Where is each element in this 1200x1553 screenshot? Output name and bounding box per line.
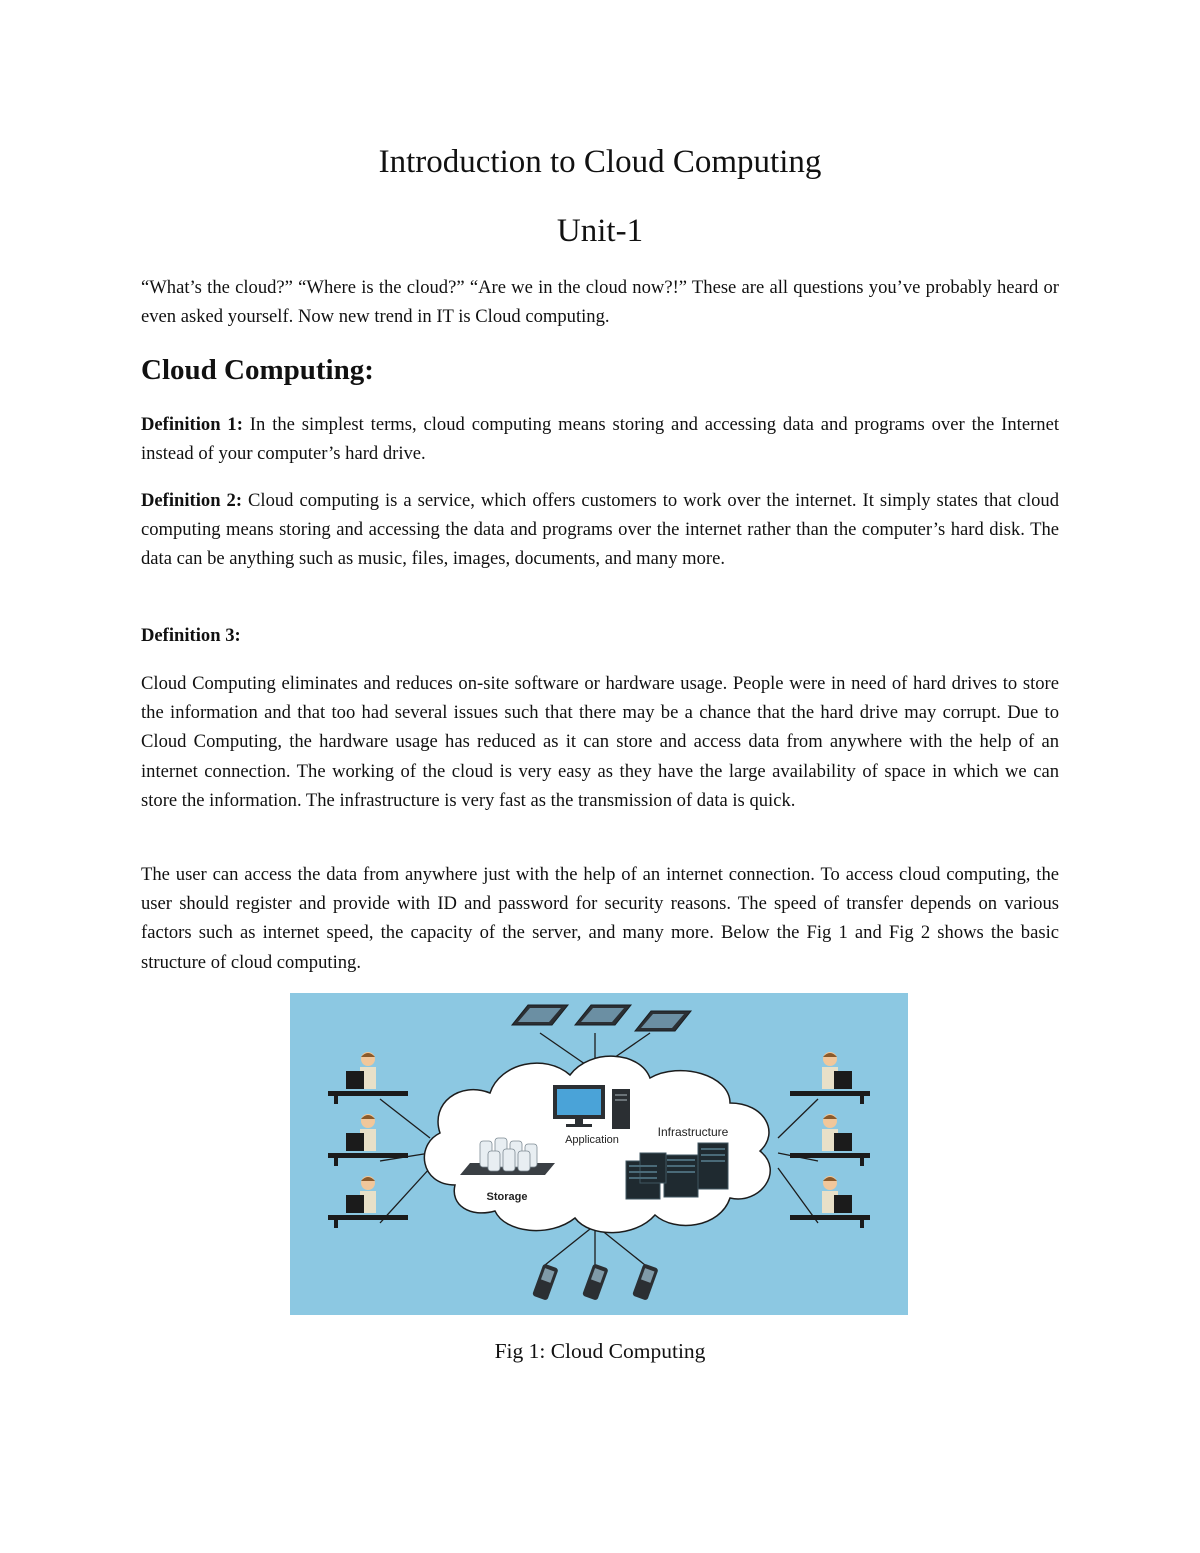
definition-3-label: Definition 3: — [141, 625, 241, 646]
intro-paragraph: “What’s the cloud?” “Where is the cloud?” “Are we in the cloud now?!” These are all questions you’ve probably heard or even asked yourself. Now new trend in IT is Cloud computing. — [141, 277, 1059, 328]
definition-1-text: In the simplest terms, cloud computing means storing and accessing data and programs over the Internet instead of your computer’s hard drive. — [141, 414, 1059, 465]
document-subtitle: Unit-1 — [556, 213, 644, 249]
section-heading: Cloud Computing: — [141, 354, 374, 386]
application-label: Application — [565, 1134, 619, 1146]
definition-2-label: Definition 2: — [141, 490, 243, 511]
definition-3 — [141, 621, 1059, 650]
definition-2 — [141, 486, 1059, 574]
cloud-diagram — [290, 993, 908, 1315]
body-paragraph-1: Cloud Computing eliminates and reduces on-site software or hardware usage. People were in need of hard drives to store the information and that too had several issues such that there may be a chance that the hard drive may corrupt. Due to Cloud Computing, the hardware usage has reduced as it can store and access data from anywhere with the help of an internet connection. The working of the cloud is very easy as they have the large availability of space in which we can store the information. The infrastructure is very fast as the transmission of data is quick. — [141, 673, 1059, 811]
definition-2-text: Cloud computing is a service, which offers customers to work over the internet. It simply states that cloud computing means storing and accessing the data and programs over the internet rather than the computer’s hard disk. The data can be anything such as music, files, images, documents, and many more. — [141, 490, 1059, 570]
definition-1-label: Definition 1: — [141, 414, 243, 435]
definition-1 — [141, 410, 1059, 468]
body-paragraph-2: The user can access the data from anywhere just with the help of an internet connection. To access cloud computing, the user should register and provide with ID and password for security reasons. The speed of transfer depends on various factors such as internet speed, the capacity of the server, and many more. Below the Fig 1 and Fig 2 shows the basic structure of cloud computing. — [141, 864, 1059, 973]
storage-label: Storage — [486, 1191, 528, 1203]
document-title: Introduction to Cloud Computing — [378, 144, 822, 180]
figure-caption: Fig 1: Cloud Computing — [494, 1339, 706, 1363]
infrastructure-label: Infrastructure — [657, 1125, 729, 1139]
cloud-computing-figure — [290, 993, 908, 1315]
